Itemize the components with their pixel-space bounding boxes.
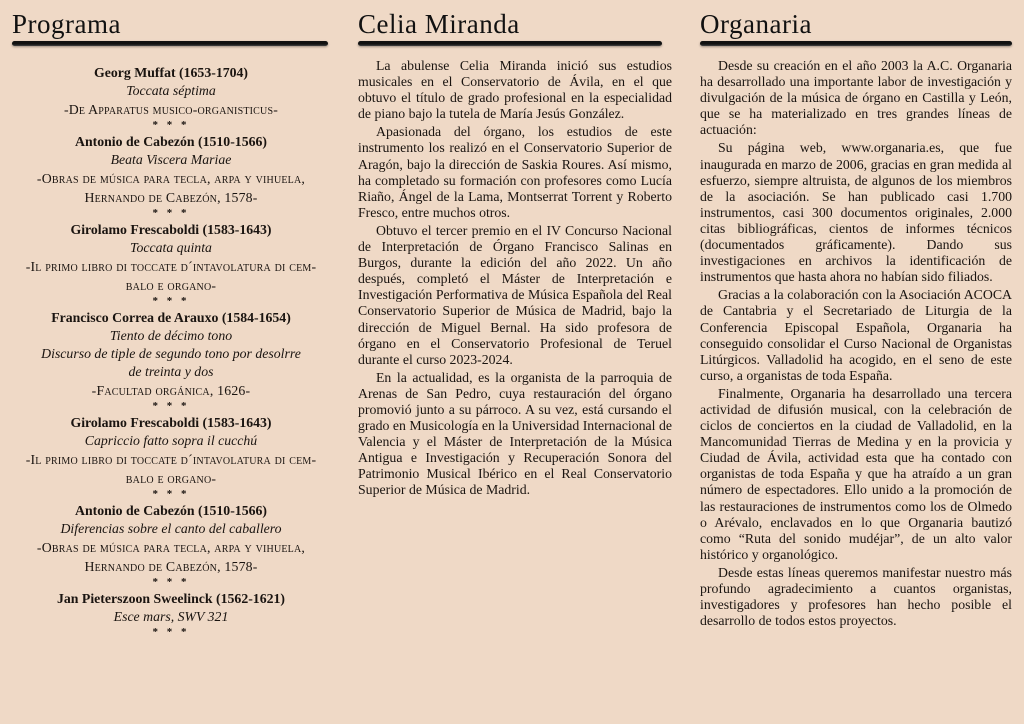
work-source: -Facultad orgánica, 1626- [91,383,251,398]
celia-title: Celia Miranda [358,9,520,39]
organaria-underline [700,41,1012,46]
work-source: -Il primo libro di toccate d´intavolatura di cem- [25,259,317,274]
organaria-title: Organaria [700,9,812,39]
program-piece [12,414,330,501]
work-title: de treinta y dos [128,364,214,379]
work-title: Capriccio fatto sopra il cucchú [84,433,258,448]
celia-column [358,8,672,501]
stars-separator: * * * [152,488,190,500]
stars-separator: * * * [152,295,190,307]
work-source: -Obras de música para tecla, arpa y vihuela, [36,171,306,186]
program-piece [12,502,330,589]
work-title: Discurso de tiple de segundo tono por desolrre [41,346,301,361]
composer-name: Girolamo Frescaboldi (1583-1643) [70,222,272,237]
stars-separator: * * * [152,207,190,219]
work-title: Tiento de décimo tono [109,328,233,343]
celia-paragraph-3: Obtuvo el tercer premio en el IV Concurso Nacional de Interpretación de Órgano Francisco Salinas en Burgos, durante la edición del año 2022. Un año después, completó el Máster de Interpretación e Investigación Performativa de Música Española del Real Conservatorio Superior de Música de Madrid, bajo la dirección de Miguel Bernal. Ha sido profesora de órgano en el Conservatorio Profesional de Teruel durante el curso 2023-2024. [358,222,672,367]
stars-separator: * * * [152,626,190,638]
work-source: Hernando de Cabezón, 1578- [84,190,258,205]
programa-title: Programa [12,9,121,39]
program-piece [12,309,330,413]
programa-column [12,8,330,640]
organaria-paragraph-4: Finalmente, Organaria ha desarrollado una tercera actividad de difusión musical, con la celebración de ciclos de conciertos en la ciudad de Valladolid, en la Mancomunidad Tierras de Medina y en la provicia y Ciudad de Ávila, actividad esta que ha contado con organistas de toda España y que ha atraído a un gran número de espectadores. Ello unido a la promoción de las restauraciones de instrumentos como los de Olmedo o Arévalo, enclavados en lo que Organaria bautizó como “Ruta del sonido mudéjar”, de un alto valor histórico y organológico. [700,385,1012,562]
work-source: balo e organo- [125,278,217,293]
composer-name: Francisco Correa de Arauxo (1584-1654) [51,310,291,325]
work-title: Esce mars, SWV 321 [113,609,229,624]
programa-underline [12,41,328,46]
program-piece [12,133,330,220]
stars-separator: * * * [152,400,190,412]
work-title: Toccata séptima [126,83,216,98]
stars-separator: * * * [152,119,190,131]
composer-name: Antonio de Cabezón (1510-1566) [74,503,267,518]
organaria-paragraph-5: Desde estas líneas queremos manifestar nuestro más profundo agradecimiento a cuantos organistas, investigadores y profesores han hecho posible el desarrollo de todos estos proyectos. [700,564,1012,629]
organaria-paragraph-2: Su página web, www.organaria.es, que fue inaugurada en marzo de 2006, gracias en gran medida al esfuerzo, siempre altruista, de algunos de los miembros de la asociación. Se han publicado casi 1.700 instrumentos, casi 300 documentos originales, 2.000 citas bibliográficas, cientos de informes técnicos (documentados gráficamente). Dando sus investigaciones en archivos la identificación de instrumentos que hasta ahora no habían sido filiados. [700,140,1012,285]
celia-paragraph-4: En la actualidad, es la organista de la parroquia de Arenas de San Pedro, cuya restauración del órgano promovió junto a su párroco. A su vez, está cursando el grado en Musicología en la Universidad Internacional de Valencia y el Máster de Interpretación de la Música Antigua e Investigación y Recuperación Sonora del Patrimonio Musical Ibérico en el Real Conservatorio Superior de Música de Madrid. [358,369,672,498]
programa-heading [12,8,330,48]
organaria-paragraph-3: Gracias a la colaboración con la Asociación ACOCA de Cantabria y el Secretariado de Liturgia de la Conferencia Episcopal Española, Organaria ha conseguido consolidar el Curso Nacional de Organistas Litúrgicos. Valladolid ha acogido, en el seno de este curso, a organistas de toda España. [700,287,1012,383]
organaria-heading [700,8,1012,48]
program-list [12,64,330,639]
work-source: -Il primo libro di toccate d´intavolatura di cem- [25,452,317,467]
celia-heading [358,8,672,48]
celia-underline [358,41,662,46]
work-title: Diferencias sobre el canto del caballero [60,521,282,536]
composer-name: Jan Pieterszoon Sweelinck (1562-1621) [57,591,285,606]
celia-biography [358,58,672,499]
work-source: -De Apparatus musico-organisticus- [63,102,279,117]
work-source: Hernando de Cabezón, 1578- [84,559,258,574]
celia-paragraph-2: Apasionada del órgano, los estudios de este instrumento los realizó en el Conservatorio Superior de Aragón, bajo la dirección de Saskia Roures. Así mismo, ha completado su formación con profesores como Lucía Riaño, Ángel de la Lama, Montserrat Torrent y Roberto Fresco, entre muchos otros. [358,124,672,220]
work-source: -Obras de música para tecla, arpa y vihuela, [36,540,306,555]
stars-separator: * * * [152,576,190,588]
work-title: Beata Viscera Mariae [110,152,232,167]
composer-name: Antonio de Cabezón (1510-1566) [74,134,267,149]
organaria-paragraph-1: Desde su creación en el año 2003 la A.C. Organaria ha desarrollado una importante labor de investigación y divulgación de la música de órgano en Castilla y León, que se ha materializado en tres grandes líneas de actuación: [700,58,1012,138]
program-piece [12,221,330,308]
work-title: Toccata quinta [130,240,212,255]
organaria-text [700,58,1012,629]
program-piece [12,64,330,132]
composer-name: Georg Muffat (1653-1704) [93,65,249,80]
composer-name: Girolamo Frescaboldi (1583-1643) [70,415,272,430]
work-source: balo e organo- [125,471,217,486]
organaria-column [700,8,1012,631]
program-piece [12,590,330,639]
celia-paragraph-1: La abulense Celia Miranda inició sus estudios musicales en el Conservatorio de Ávila, en el que obtuvo el título de grado profesional en la especialidad de piano bajo la tutela de María Jesús González. [358,58,672,122]
